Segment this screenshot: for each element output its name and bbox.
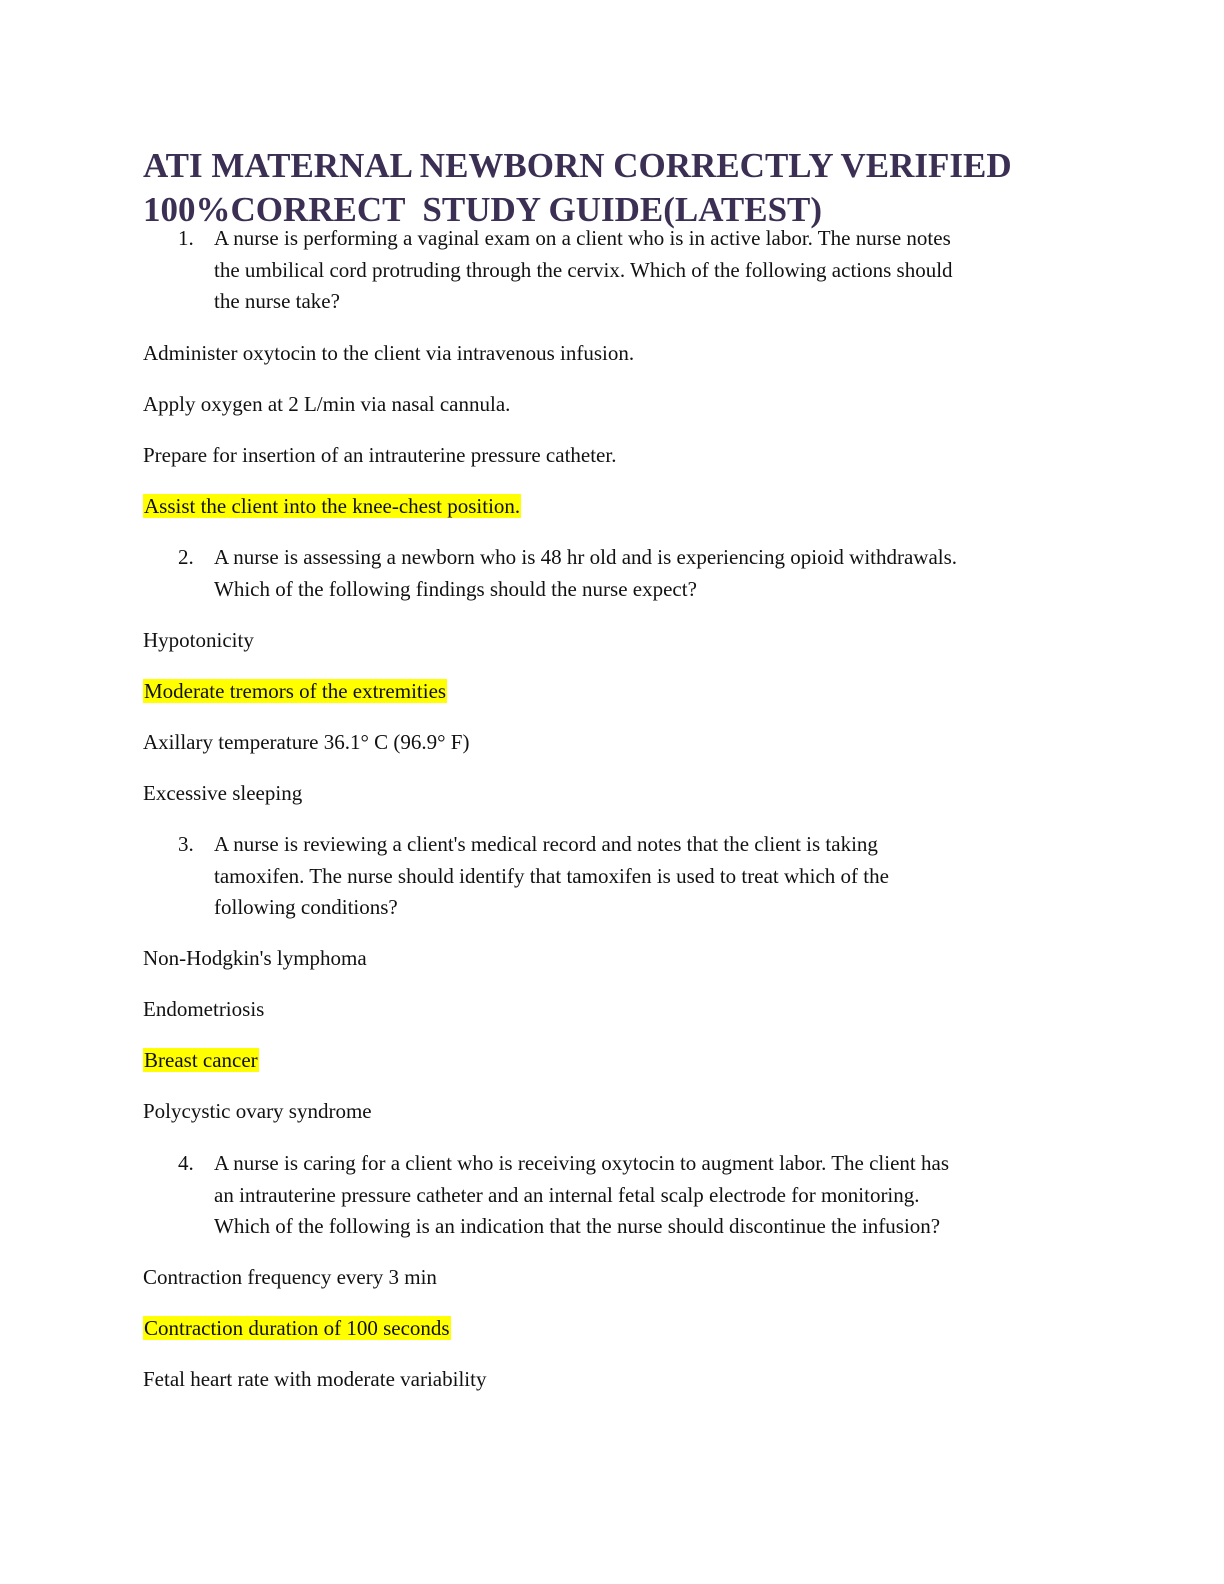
question-number: 4. xyxy=(178,1151,194,1175)
option-text: Administer oxytocin to the client via intravenous infusion. xyxy=(143,341,635,365)
answer-option xyxy=(143,780,302,806)
option-text: Polycystic ovary syndrome xyxy=(143,1099,372,1123)
highlighted-answer: Moderate tremors of the extremities xyxy=(144,679,447,703)
option-text: Endometriosis xyxy=(143,997,265,1021)
highlighted-answer: Contraction duration of 100 seconds xyxy=(144,1316,450,1340)
question-text-line: following conditions? xyxy=(214,895,398,919)
question-4 xyxy=(178,1148,1064,1243)
title-line-2: 100%CORRECT STUDY GUIDE(LATEST) xyxy=(143,190,823,229)
highlighted-answer: Breast cancer xyxy=(144,1048,258,1072)
question-text-line: A nurse is performing a vaginal exam on a client who is in active labor. The nurse notes xyxy=(214,226,951,250)
question-number: 2. xyxy=(178,545,194,569)
option-text: Non-Hodgkin's lymphoma xyxy=(143,946,367,970)
question-3 xyxy=(178,829,1064,924)
question-1 xyxy=(178,223,1064,318)
option-text: Prepare for insertion of an intrauterine pressure catheter. xyxy=(143,443,617,467)
question-text-line: the nurse take? xyxy=(214,289,340,313)
correct-answer-option xyxy=(143,1047,259,1073)
option-text: Hypotonicity xyxy=(143,628,254,652)
answer-option xyxy=(143,729,469,755)
question-number: 3. xyxy=(178,832,194,856)
answer-option xyxy=(143,1264,437,1290)
answer-option xyxy=(143,391,510,417)
question-text-line: Which of the following is an indication that the nurse should discontinue the infusion? xyxy=(214,1214,941,1238)
answer-option xyxy=(143,945,367,971)
option-text: Fetal heart rate with moderate variability xyxy=(143,1367,487,1391)
correct-answer-option xyxy=(143,493,521,519)
answer-option xyxy=(143,442,616,468)
answer-option xyxy=(143,340,634,366)
option-text: Contraction frequency every 3 min xyxy=(143,1265,437,1289)
answer-option xyxy=(143,1366,486,1392)
question-text-line: A nurse is caring for a client who is receiving oxytocin to augment labor. The client has xyxy=(214,1151,949,1175)
question-text-line: A nurse is assessing a newborn who is 48 hr old and is experiencing opioid withdrawals. xyxy=(214,545,958,569)
answer-option xyxy=(143,996,264,1022)
question-2 xyxy=(178,542,1064,605)
correct-answer-option xyxy=(143,678,447,704)
answer-option xyxy=(143,627,254,653)
answer-option xyxy=(143,1098,372,1124)
option-text: Excessive sleeping xyxy=(143,781,303,805)
question-text-line: tamoxifen. The nurse should identify that tamoxifen is used to treat which of the xyxy=(214,863,889,888)
question-number: 1. xyxy=(178,226,194,250)
title-line-1: ATI MATERNAL NEWBORN CORRECTLY VERIFIED xyxy=(143,146,1012,185)
question-text-line: A nurse is reviewing a client's medical record and notes that the client is taking xyxy=(214,832,878,856)
question-text-line: an intrauterine pressure catheter and an internal fetal scalp electrode for monitoring. xyxy=(214,1182,920,1207)
question-text-line: the umbilical cord protruding through the cervix. Which of the following actions should xyxy=(214,257,953,282)
highlighted-answer: Assist the client into the knee-chest position. xyxy=(144,494,521,518)
question-text-line: Which of the following findings should the nurse expect? xyxy=(214,576,697,601)
option-text: Axillary temperature 36.1° C (96.9° F) xyxy=(143,730,470,754)
document-title xyxy=(143,144,1103,232)
option-text: Apply oxygen at 2 L/min via nasal cannula. xyxy=(143,392,511,416)
correct-answer-option xyxy=(143,1315,451,1341)
